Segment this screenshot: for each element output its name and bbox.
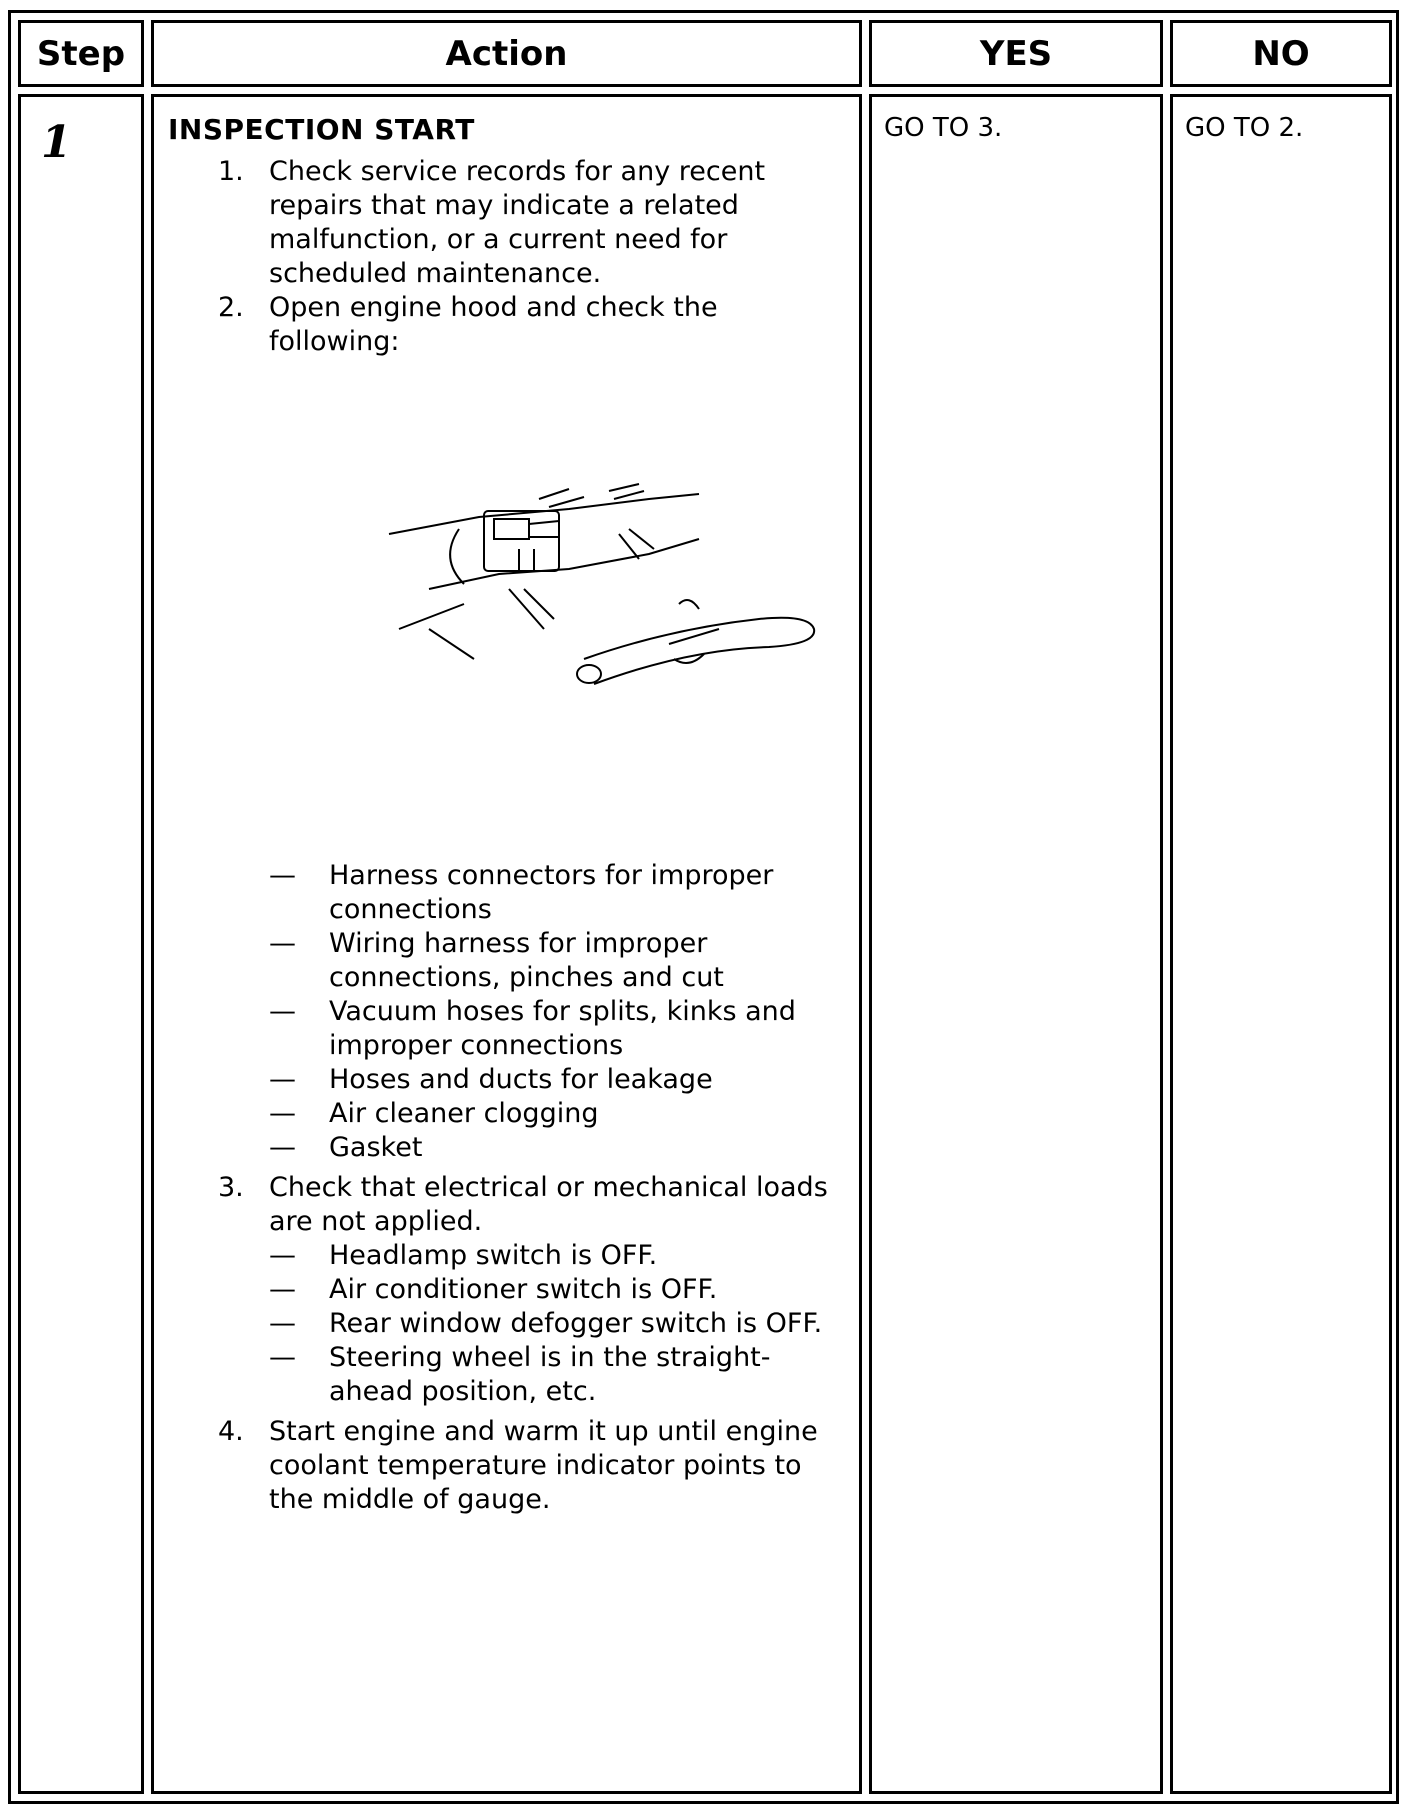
step-list <box>168 155 849 1517</box>
checklist-text: Gasket <box>329 1132 423 1163</box>
checklist-item <box>269 1341 849 1409</box>
dash-bullet: — <box>269 1132 296 1163</box>
step-item-number: 1. <box>218 156 244 187</box>
step-item <box>168 291 849 1165</box>
action-content <box>168 113 849 1517</box>
checklist-text: Air cleaner clogging <box>329 1098 599 1129</box>
dash-bullet: — <box>269 1342 296 1373</box>
dash-bullet: — <box>269 860 296 891</box>
checklist-text: Headlamp switch is OFF. <box>329 1240 658 1271</box>
dash-bullet: — <box>269 996 296 1027</box>
header-yes-label: YES <box>979 33 1053 74</box>
checklist-text: Air conditioner switch is OFF. <box>329 1274 718 1305</box>
step-item-number: 2. <box>218 292 244 323</box>
dash-bullet: — <box>269 1098 296 1129</box>
step-item-text: Check service records for any recent repairs that may indicate a related malfunction, or a current need for scheduled maintenance. <box>269 156 766 289</box>
step-item-number: 4. <box>218 1416 244 1447</box>
checklist-text: Vacuum hoses for splits, kinks and improper connections <box>329 996 796 1061</box>
step-number: 1 <box>41 117 72 168</box>
engine-harness-illustration <box>369 479 889 719</box>
header-step <box>18 20 144 87</box>
dash-bullet: — <box>269 928 296 959</box>
checklist-item <box>269 1239 849 1273</box>
checklist-text: Steering wheel is in the straight-ahead position, etc. <box>329 1342 771 1407</box>
step-item-text: Start engine and warm it up until engine coolant temperature indicator points to the middle of gauge. <box>269 1416 818 1515</box>
dash-bullet: — <box>269 1240 296 1271</box>
checklist-item <box>269 927 849 995</box>
header-no-label: NO <box>1252 33 1310 74</box>
dash-bullet: — <box>269 1064 296 1095</box>
checklist-text: Harness connectors for improper connections <box>329 860 774 925</box>
step-item-text: Check that electrical or mechanical loads are not applied. <box>269 1172 828 1237</box>
checklist-item <box>269 1131 849 1165</box>
step-item <box>168 1415 849 1517</box>
checklist-item <box>269 1307 849 1341</box>
step-item <box>168 1171 849 1409</box>
checklist-text: Hoses and ducts for leakage <box>329 1064 713 1095</box>
checklist-text: Rear window defogger switch is OFF. <box>329 1308 823 1339</box>
yes-cell <box>869 94 1163 1794</box>
header-no <box>1170 20 1392 87</box>
checklist-text: Wiring harness for improper connections, pinches and cut <box>329 928 724 993</box>
step-item <box>168 155 849 291</box>
header-step-label: Step <box>36 33 126 74</box>
checklist-item <box>269 1097 849 1131</box>
header-action-label: Action <box>445 33 568 74</box>
header-yes <box>869 20 1163 87</box>
step-cell <box>18 94 144 1794</box>
step-item-text: Open engine hood and check the following: <box>269 292 718 357</box>
header-action <box>151 20 862 87</box>
dash-bullet: — <box>269 1274 296 1305</box>
checklist-item <box>269 859 849 927</box>
action-title: INSPECTION START <box>168 113 475 146</box>
yes-goto: GO TO 3. <box>884 113 1003 143</box>
checklist-item <box>269 1063 849 1097</box>
no-cell <box>1170 94 1392 1794</box>
dash-bullet: — <box>269 1308 296 1339</box>
checklist-item <box>269 995 849 1063</box>
step-item-number: 3. <box>218 1172 244 1203</box>
step2-checklist <box>269 859 849 1165</box>
checklist-item <box>269 1273 849 1307</box>
procedure-table <box>8 10 1399 1804</box>
step3-checklist <box>269 1239 849 1409</box>
action-cell <box>151 94 862 1794</box>
no-goto: GO TO 2. <box>1185 113 1304 143</box>
